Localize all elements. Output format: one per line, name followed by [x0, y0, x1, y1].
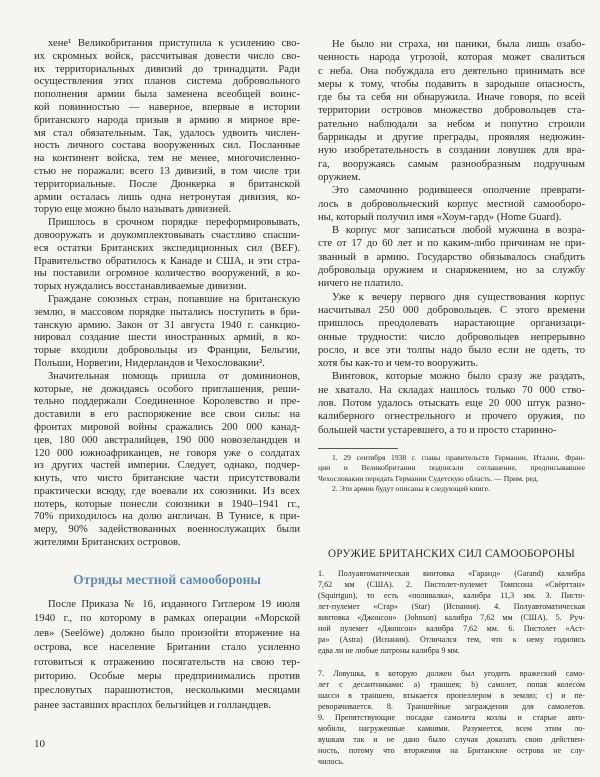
page-number: 10 [34, 738, 45, 750]
text-line: землю, в массовом порядке пытались поступить в бри- [34, 306, 300, 318]
text-line: с неба. Она побуждала его деятельно принимать все [318, 65, 585, 77]
text-line: лет-пулемет «Стар» (Star) (Испания). 4. Полуавтоматическая [318, 602, 585, 611]
text-line: Чехословакии передать Германии Судетскую область. — Прим. ред. [318, 473, 539, 483]
paragraph [318, 668, 585, 767]
text-line: ной пулемет «Джонсон» калибра 7,62 мм. 6. Пистолет «Аст- [318, 624, 585, 633]
paragraph [318, 484, 585, 494]
caption-traps [318, 668, 585, 767]
text-line: кнуть, что чисто британские части присутствовали [34, 473, 300, 485]
text-line: большей части устаревшего, а то и просто старинно- [318, 424, 557, 436]
text-line: торые входили добровольцы из Франции, Бельгии, [34, 345, 300, 357]
text-line: В корпус мог записаться любой мужчина в возра- [332, 225, 585, 237]
text-line: лов. Потом удалось отыскать еще 20 000 штук разно- [318, 398, 585, 410]
text-line: рательно наблюдали за небом и попутно строили [318, 118, 585, 130]
text-line: их скромных войск, рассчитывая довести число сво- [34, 50, 300, 62]
text-line: ны, который получил имя «Хоум-гард» (Home Guard). [318, 211, 562, 223]
paragraph [318, 453, 585, 484]
text-line: росло, и все эти толпы надо было если не одеть, то [318, 344, 585, 356]
text-line: винтовка «Джонсон» (Johnson) калибра 7,62 мм (США). 5. Руч- [318, 613, 585, 622]
text-line: 120 000 южноафриканцев, не говоря уже о солдатах [34, 447, 300, 459]
text-line: 7. Ловушка, в которую должен был угодить вражеский само- [318, 669, 585, 678]
text-line: довооружать и доукомплектовывать счастливо спасши- [34, 229, 300, 241]
text-line: не хватало. На складах нашлось только 70 000 ство- [318, 384, 585, 396]
text-line: едва ли не любые патроны калибра 9 мм. [318, 646, 460, 655]
text-line: потерь, которые понесли союзники в 1940–1941 гг., [34, 498, 300, 510]
paragraph [318, 370, 585, 436]
text-line: сте от 17 до 60 лет и по каким-либо причинам не при- [318, 238, 585, 250]
text-line: тельно поддержали Соединенное Королевство и пре- [34, 396, 300, 408]
paragraph [318, 38, 585, 184]
paragraph [318, 291, 585, 371]
text-line: фронтах мировой войны сражались 200 000 канад- [34, 421, 300, 433]
text-line: еся остатки Британских экспедиционных сил (BEF). [34, 242, 300, 254]
text-line: пресловутых парашютистов, несколькими месяцами [34, 685, 300, 697]
text-line: которые, не дожидаясь особого приглашения, реши- [34, 383, 300, 395]
text-line: ра» (Astra) (Испания). Отличался тем, что к нему годились [318, 635, 585, 644]
text-line: насчитывал 250 000 добровольцев. С этого времени [318, 304, 585, 316]
text-line: пришлось преодолевать нарастающие организаци- [318, 318, 585, 330]
text-line: их территориальных дивизий до тринадцати. Ради [34, 63, 300, 75]
text-line: армии осталась лишь одна нетронутая дивизия, ко- [34, 191, 300, 203]
text-line: ченность народа угрозой, которая может свалиться [318, 52, 585, 64]
text-line: 1. Полуавтоматическая винтовка «Гаранд» (Garand) калибра [318, 569, 585, 578]
text-line: британского народа призыв в армию в мирное вре- [34, 114, 300, 126]
text-line: 1940 г., по которому в рамках операции «Морской [34, 613, 300, 625]
text-line: торых нуждались восстанавливаемые дивизии. [34, 281, 247, 293]
text-line: онные трудности: число добровольцев непрерывно [318, 331, 585, 343]
text-line: осуществления этих планов система добровольного [34, 76, 300, 88]
text-line: меру, 90% задействованных военнослужащих были [34, 524, 300, 536]
paragraph [318, 568, 585, 656]
text-line: реворачивается. 8. Траншейные заграждения для самолетов. [318, 702, 585, 711]
text-line: практически всюду, где воевали их союзники. Из всех [34, 485, 300, 497]
footnote-divider [318, 448, 398, 449]
text-line: чилось. [318, 757, 344, 766]
text-line: мя стал обязательным. Так, удалось удвоить числен- [34, 127, 300, 139]
text-line: Винтовок, которые можно было сразу же раздать, [332, 371, 585, 383]
paragraph [34, 217, 300, 294]
text-line: территориальные. После Дюнкерка в британской [34, 178, 300, 190]
text-line: лет с десантниками: a) траншея; b) самолет, попав колесом [318, 680, 585, 689]
text-line: меры к тому, чтобы подавить в зародыше опасность, [318, 78, 585, 90]
text-line: баррикады и другие преграды, проявляя недюжин- [318, 132, 585, 144]
paragraph [34, 294, 300, 371]
text-line: ную изобретательность в создании ловушек для вра- [318, 145, 585, 157]
paragraph [34, 38, 300, 217]
text-line: территории островов множество добровольцев ста- [318, 105, 585, 117]
right-column-text [318, 38, 585, 437]
paragraph [318, 184, 585, 224]
sidebar-title: ОРУЖИЕ БРИТАНСКИХ СИЛ САМООБОРОНЫ [327, 548, 576, 560]
text-line: ность, потому что вторжения на Британские острова не слу- [318, 746, 585, 755]
text-line: Не было ни страха, ни паники, была лишь озабо- [332, 39, 585, 50]
text-line: стью не поражали: всего 13 дивизий, в том числе три [34, 165, 300, 177]
text-line: Уже к вечеру первого дня существования корпус [332, 291, 585, 303]
text-line: 70% приходилось на долю англичан. В Тунисе, к при- [34, 511, 300, 523]
text-line: га, вооружаясь самым разнообразным подручным [318, 158, 585, 170]
text-line: цев, 180 000 австралийцев, 190 000 новозеландцев и [34, 434, 300, 446]
text-line: Значительная помощь пришла от доминионов, [48, 370, 300, 382]
footnotes [318, 453, 585, 495]
text-line: где бы та себя ни обнаружила. Иначе говоря, по всей [318, 92, 585, 104]
text-line: хене¹ Великобритания приступила к усилению сво- [48, 38, 300, 49]
text-line: танскую армию. Закон от 31 августа 1940 г. санкцио- [34, 319, 300, 331]
text-line: готовиться к отражению посягательств на свою тер- [34, 656, 300, 668]
text-line: лев» (Seelöwe) должно было произойти вторжение на [34, 627, 300, 639]
text-line: из других частей империи. Следует, однако, подчер- [34, 460, 300, 472]
text-line: 7,62 мм (США). 2. Пистолет-пулемет Томпсона «Свёрттан» [318, 580, 585, 589]
text-line: Граждане союзных стран, попавшие на британскую [48, 293, 300, 305]
text-line: Правительство обратилось к Канаде и США, и эти стра- [34, 255, 300, 267]
caption-weapons [318, 568, 585, 656]
text-line: ранее заставших врасплох бельгийцев и голландцев. [34, 699, 271, 711]
text-line: (Squirtgun), то есть «поливалка», калибра 11,3 мм. 3. Писто- [318, 591, 585, 600]
text-line: ции и Великобритании подписали соглашение, предписывавшее [318, 463, 585, 473]
text-line: пополнения армии была заменена всеобщей воинс- [34, 89, 300, 101]
text-line: званный в армию. Государство обязывалось снабдить [318, 251, 585, 263]
text-line: острова, все население Британии стало усиленно [34, 642, 300, 654]
text-line: 9. Препятствующие посадке самолета козлы и старые авто- [318, 713, 585, 722]
text-line: доставили в его распоряжение все свои силы: на [34, 409, 300, 421]
section-heading: Отряды местной самообороны [73, 572, 261, 587]
paragraph [318, 224, 585, 290]
text-line: 2. Эти армии будут описаны в следующей книге. [332, 484, 490, 494]
text-line: оружием. [318, 171, 361, 183]
text-line: После Приказа № 16, изданного Гитлером 19 июля [48, 599, 300, 610]
text-line: ничего не платило. [318, 278, 404, 290]
text-line: нировал создание шести иностранных армий, в ко- [34, 332, 300, 344]
left-column-text [34, 38, 300, 550]
text-line: риторию. Особые меры предпринимались против [34, 671, 300, 683]
text-line: мобили, нагруженные камнями. Разумеется, всем этим ло- [318, 724, 585, 733]
text-line: калиберного огнестрельного и прочего оружия, по [318, 411, 585, 423]
text-line: шасси в траншею, втыкается пропеллером в землю; c) и пе- [318, 691, 585, 700]
text-line: на континент войска, тем не менее, многочисленно- [34, 153, 300, 165]
text-line: Пришлось в срочном порядке переформировывать, [48, 217, 300, 229]
text-line: торую еще можно было называть дивизией. [34, 204, 232, 216]
paragraph [34, 598, 300, 713]
text-line: Это самочинно родившееся ополчение преврати- [332, 185, 585, 197]
text-line: ны поставили огромное количество вооружений, в ко- [34, 268, 300, 280]
text-line: жителями Британских островов. [34, 537, 181, 549]
text-line: лось в добровольческий корпус местной самооборо- [318, 198, 585, 210]
text-line: добровольца оружием и снаряжением, но за службу [318, 265, 585, 277]
text-line: вушкам так и не дано было случая доказать свою действен- [318, 735, 585, 744]
text-line: Польши, Норвегии, Нидерландов и Чехословакии². [34, 357, 265, 369]
text-line: кой повинностью — наверное, впервые в истории [34, 101, 300, 113]
text-line: ность личного состава вооруженных сил. Посланные [34, 140, 300, 152]
section-body-text [34, 598, 300, 713]
paragraph [34, 371, 300, 550]
text-line: хотя бы как-то и чем-то вооружить. [318, 358, 478, 370]
text-line: 1. 29 сентября 1938 г. главы правительств Германии, Италии, Фран- [332, 453, 585, 462]
